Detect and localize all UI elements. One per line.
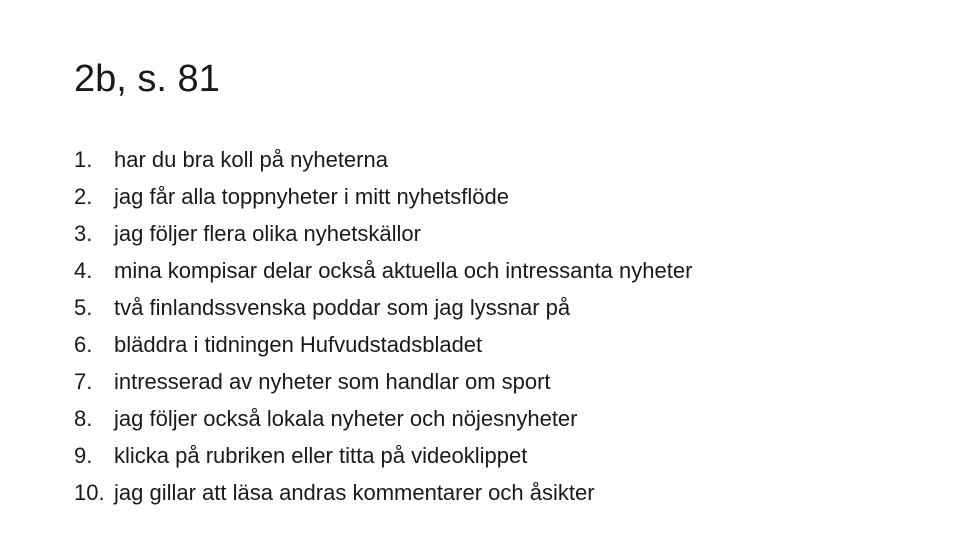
list-item-text: jag gillar att läsa andras kommentarer och åsikter: [114, 480, 595, 505]
list-item: [74, 474, 692, 511]
list-item: [74, 400, 692, 437]
list-item-number: 5.: [74, 295, 93, 320]
list-item-number: 8.: [74, 406, 93, 431]
list-item: [74, 215, 692, 252]
list-item-number: 1.: [74, 147, 93, 172]
list-item-text: mina kompisar delar också aktuella och intressanta nyheter: [114, 258, 693, 283]
list-item: [74, 178, 692, 215]
list-item-number: 2.: [74, 184, 93, 209]
list-item: [74, 363, 692, 400]
list-item-text: jag följer flera olika nyhetskällor: [114, 221, 421, 246]
list-item-text: två finlandssvenska poddar som jag lyssnar på: [114, 295, 571, 320]
list-item-number: 3.: [74, 221, 93, 246]
list-item: [74, 289, 692, 326]
list-item-text: bläddra i tidningen Hufvudstadsbladet: [114, 332, 483, 357]
list-item-text: har du bra koll på nyheterna: [114, 147, 388, 172]
list-item: [74, 141, 692, 178]
list-item-number: 10.: [74, 480, 105, 505]
list-item-text: jag får alla toppnyheter i mitt nyhetsflöde: [114, 184, 510, 209]
list-item-number: 6.: [74, 332, 93, 357]
list-item-text: klicka på rubriken eller titta på videoklippet: [114, 443, 528, 468]
slide-title: 2b, s. 81: [74, 58, 220, 100]
list-item: [74, 252, 692, 289]
numbered-list: [74, 141, 692, 511]
list-item-number: 9.: [74, 443, 93, 468]
list-item-text: jag följer också lokala nyheter och nöjesnyheter: [114, 406, 578, 431]
list-item: [74, 437, 692, 474]
list-item-text: intresserad av nyheter som handlar om sport: [114, 369, 551, 394]
list-item-number: 7.: [74, 369, 93, 394]
list-item: [74, 326, 692, 363]
list-item-number: 4.: [74, 258, 93, 283]
